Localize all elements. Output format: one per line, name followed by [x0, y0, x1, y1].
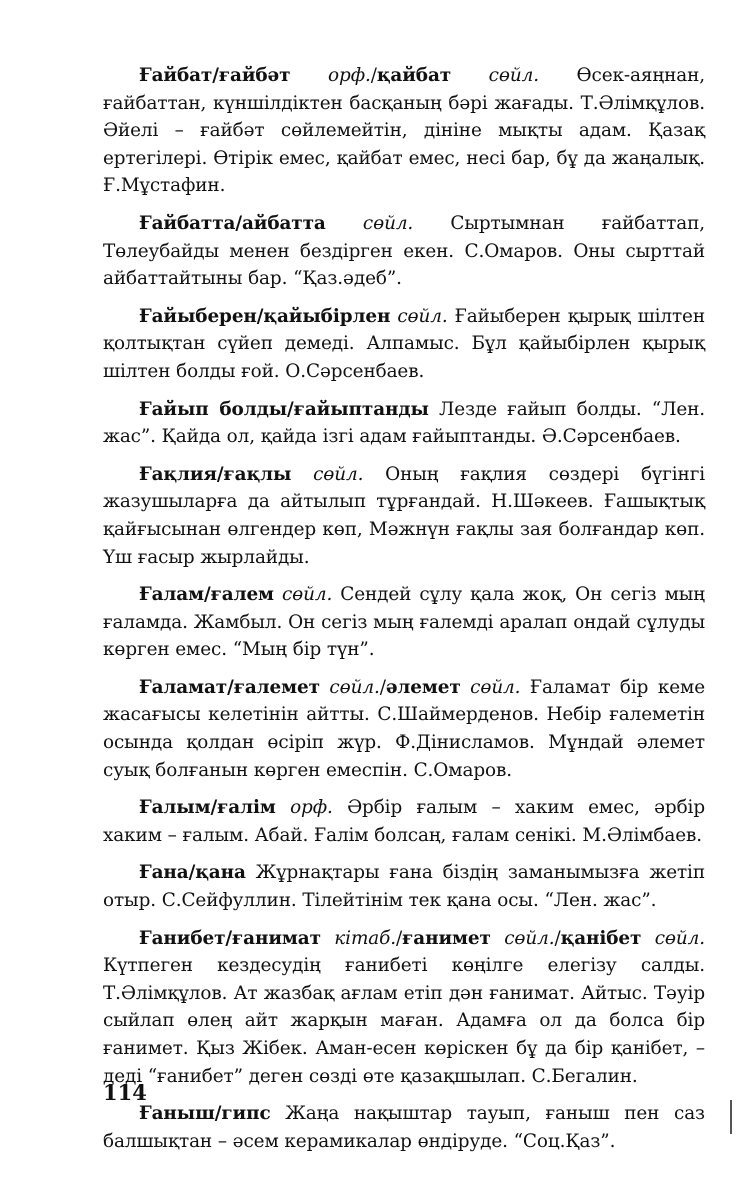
- dictionary-entry: [103, 62, 705, 200]
- entry-text: Жұрнақтары ғана біздің заманымызға жетіп отыр. С.Сейфуллин. Тілейтінім тек қана осы. “Лен. жас”.: [103, 862, 705, 912]
- entry-text: [276, 797, 290, 818]
- usage-label: сөйл.: [397, 305, 448, 327]
- headword: Ғайбатта/айбатта: [139, 212, 326, 234]
- headword: Ғақлия/ғақлы: [139, 463, 292, 485]
- entry-text: Жаңа нақыштар тауып, ғаныш пен саз балшықтан – әсем керамикалар өндіруде. “Соц.Қаз”.: [103, 1103, 705, 1152]
- entry-text: [274, 584, 282, 605]
- entry-text: [291, 464, 313, 485]
- dictionary-entry: [103, 859, 705, 914]
- dictionary-entry: [103, 210, 705, 293]
- dictionary-entry: [103, 303, 705, 386]
- dictionary-entry: [103, 581, 705, 664]
- headword: Ғаныш/гипс: [139, 1103, 271, 1125]
- entry-text: Оның ғақлия сөздері бүгінгі жазушыларға да айтылып тұрғандай. Н.Шәкеев. Ғашықтық қайғысынан өлгендер көп, Мәжнүн ғақлы зая болғандар көп. Үш ғасыр жырлайды.: [103, 463, 706, 568]
- headword: Ғайып болды/ғайыптанды: [139, 398, 429, 420]
- entry-text: Күтпеген кездесудің ғанибеті көңілге елегізу салды. Т.Әлімқұлов. Ат жазбақ ағлам етіп дән ғанимат. Айтыс. Тәуір сыйлап өлең айт жарқын маған. Адамға ол да болса бір ғанимет. Қыз Жібек. Аман-есен көріскен бұ да бір қанібет, – деді “ғанибет” деген сөзді өте қазақшылап. С.Бегалин.: [103, 955, 705, 1087]
- dictionary-entry: [103, 794, 705, 849]
- entry-text: [320, 677, 329, 698]
- headword: Ғайбат/ғайбәт: [139, 65, 291, 86]
- headword: Ғалым/ғалім: [139, 797, 276, 819]
- entry-text: Әрбір ғалым – хаким емес, әрбір хаким – ғалым. Абай. Ғалім болсаң, ғалам сенікі. М.Әлімбаев.: [103, 797, 706, 846]
- dictionary-entry: [103, 674, 705, 784]
- headword: Ғаламат/ғалемет: [139, 676, 320, 698]
- headword: әлемет: [385, 676, 461, 698]
- entry-text: Ғаламат бір кеме жасағысы келетінін айтты. С.Шаймерденов. Небір ғалеметін осында қолдан өсіріп жүр. Ф.Дінисламов. Мұндай әлемет суық болғанын көрген емеспін. С.Омаров.: [103, 676, 705, 781]
- usage-label: сөйл.: [329, 676, 380, 698]
- headword: қанібет: [560, 927, 642, 949]
- entries-list: [103, 62, 705, 1155]
- entry-text: /: [370, 65, 377, 86]
- dictionary-entry: [103, 461, 705, 571]
- usage-label: сөйл.: [281, 584, 333, 606]
- usage-label: сөйл.: [488, 65, 539, 86]
- headword: ғанимет: [402, 927, 491, 949]
- page-number: 114: [103, 1080, 147, 1105]
- entry-text: [641, 928, 654, 949]
- entry-text: [290, 65, 328, 86]
- dictionary-entry: [103, 396, 705, 451]
- usage-label: сөйл.: [504, 927, 555, 949]
- usage-label: орф.: [290, 797, 333, 819]
- entry-text: [451, 65, 489, 86]
- usage-label: кітаб.: [334, 927, 397, 949]
- usage-label: сөйл.: [470, 676, 521, 698]
- entry-text: [321, 928, 334, 949]
- entry-text: [326, 213, 363, 234]
- usage-label: орф.: [328, 65, 371, 86]
- usage-label: сөйл.: [313, 463, 364, 485]
- entry-text: Ғайыберен қырық шілтен қолтықтан сүйеп демеді. Алпамыс. Бұл қайыбірлен қырық шілтен болды ғой. О.Сәрсенбаев.: [103, 305, 705, 382]
- entry-text: Өсек-аяңнан, ғайбаттан, күншілдіктен басқаның бәрі жағады. Т.Әлімқұлов. Әйелі – ғайбәт сөйлемейтін, дініне мықты адам. Қазақ ертегілері. Өтірік емес, қайбат емес, несі бар, бұ да жаңалық. Ғ.Мұстафин.: [103, 65, 705, 197]
- headword: Ғанибет/ғанимат: [139, 927, 321, 949]
- entry-text: /: [396, 927, 403, 949]
- entry-text: /: [554, 927, 561, 949]
- entry-text: Сендей сұлу қала жоқ, Он сегіз мың ғаламда. Жамбыл. Он сегіз мың ғалемді аралап ондай сұлуды көрген емес. “Мың бір түн”.: [103, 584, 705, 661]
- headword: қайбат: [376, 65, 452, 86]
- entry-text: [491, 928, 504, 949]
- entry-text: Лезде ғайып болды. “Лен. жас”. Қайда ол, қайда ізгі адам ғайыптанды. Ә.Сәрсенбаев.: [103, 398, 705, 448]
- usage-label: сөйл.: [654, 927, 706, 949]
- scan-edge-mark: [730, 1100, 732, 1134]
- entry-text: Сыртымнан ғайбаттап, Төлеубайды менен бездірген екен. С.Омаров. Оны сырттай айбаттайтыны бар. “Қаз.әдеб”.: [103, 212, 706, 290]
- dictionary-entry: [103, 925, 705, 1091]
- usage-label: сөйл.: [362, 212, 414, 234]
- headword: Ғалам/ғалем: [139, 584, 274, 606]
- entry-text: /: [379, 676, 386, 698]
- entry-text: [461, 677, 470, 698]
- headword: Ғана/қана: [139, 862, 246, 884]
- dictionary-entry: [103, 1100, 705, 1155]
- headword: Ғайыберен/қайыбірлен: [139, 305, 391, 327]
